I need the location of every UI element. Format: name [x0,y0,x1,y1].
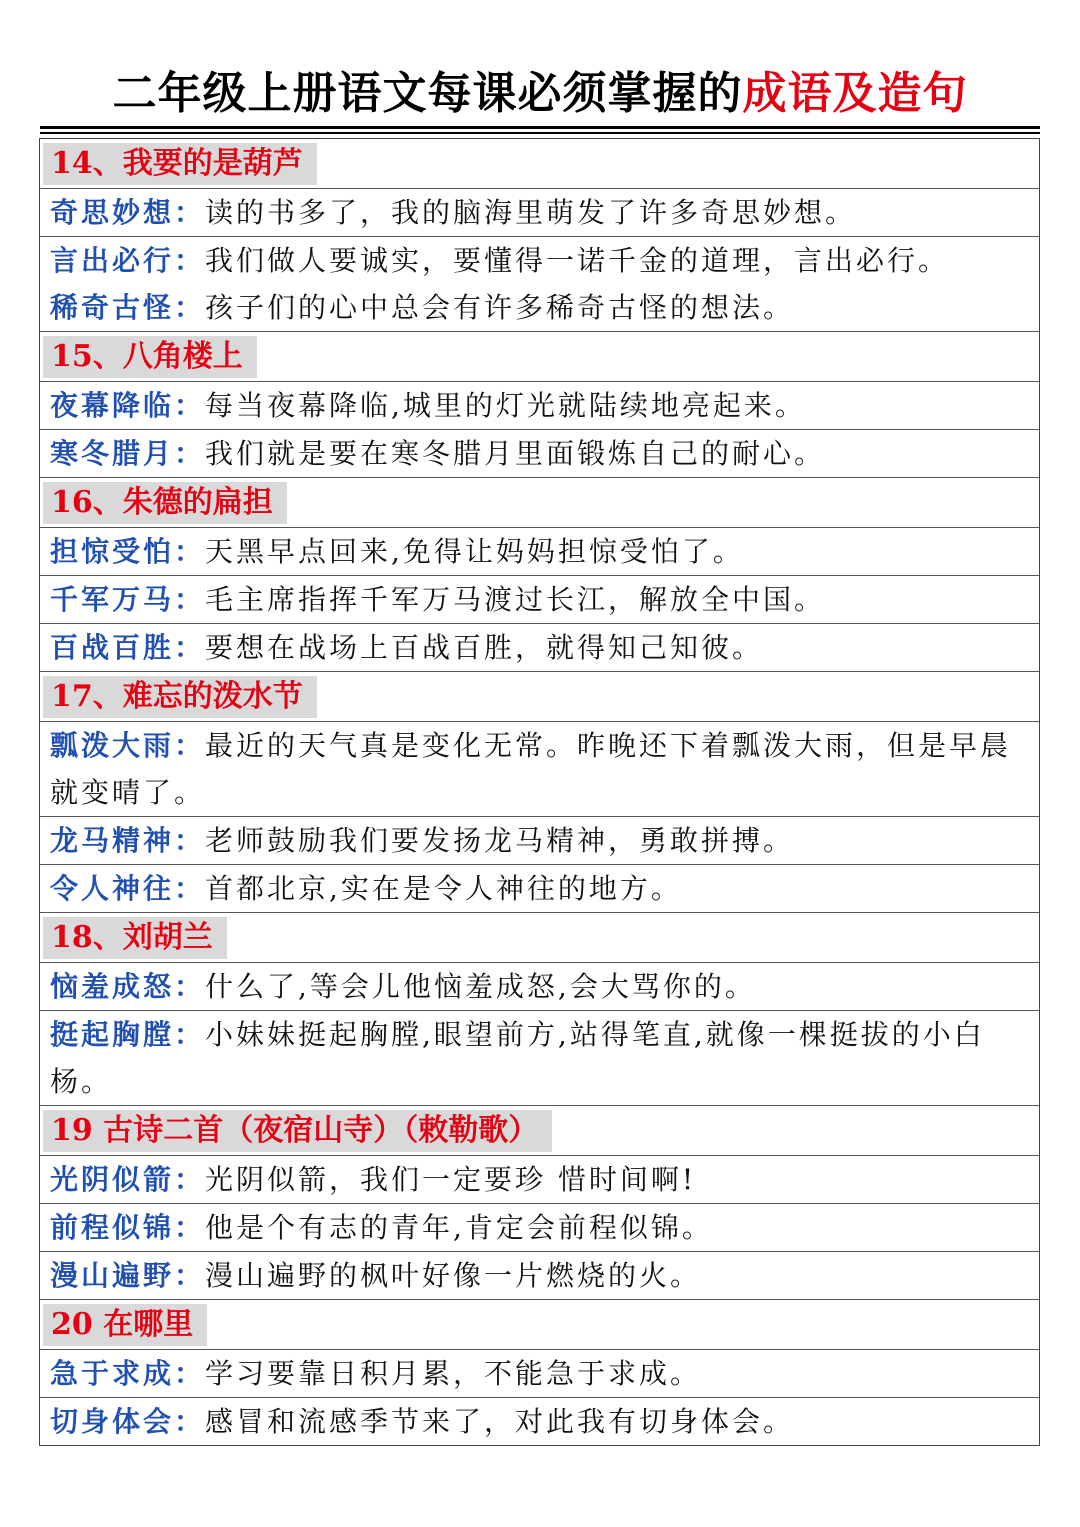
idiom-colon: ： [174,535,206,568]
idiom-colon: ： [174,437,206,470]
lesson-header-row [40,672,1039,722]
idiom-term: 龙马精神 [50,824,175,857]
idiom-term: 瓢泼大雨 [50,729,175,762]
lesson-header-row [40,913,1039,963]
idiom-colon: ： [174,244,206,277]
idiom-row [40,430,1039,478]
example-sentence: 他是个有志的青年,肯定会前程似锦。 [205,1211,713,1244]
idiom-row [40,1398,1039,1445]
idiom-colon: ： [174,970,206,1003]
idiom-colon: ： [174,1163,206,1196]
example-sentence: 每当夜幕降临,城里的灯光就陆续地亮起来。 [205,389,806,422]
idiom-entry [50,1398,1033,1445]
idiom-row [40,722,1039,817]
idiom-row [40,189,1039,237]
idiom-row [40,1011,1039,1106]
idiom-colon: ： [174,1018,206,1051]
idiom-entry [50,382,1033,429]
idiom-entry [50,1011,1033,1105]
lesson-title: 19 古诗二首（夜宿山寺）（敕勒歌） [43,1110,552,1152]
idiom-colon: ： [174,1405,206,1438]
idiom-term: 切身体会 [50,1405,175,1438]
example-sentence: 什么了,等会儿他恼羞成怒,会大骂你的。 [205,970,756,1003]
example-sentence: 漫山遍野的枫叶好像一片燃烧的火。 [205,1259,702,1292]
idiom-entry [50,1252,1033,1299]
example-sentence: 光阴似箭，我们一定要珍 惜时间啊! [205,1163,697,1196]
example-sentence: 我们做人要诚实，要懂得一诺千金的道理，言出必行。 [205,244,950,277]
title-main: 二年级上册语文每课必须掌握的 [112,68,743,119]
idiom-entry [50,1350,1033,1397]
title-highlight: 成语及造句 [742,68,968,119]
example-sentence: 读的书多了，我的脑海里萌发了许多奇思妙想。 [205,196,857,229]
idiom-term: 稀奇古怪 [50,291,175,324]
lesson-title: 17、难忘的泼水节 [43,676,317,718]
idiom-entry [50,1156,1033,1203]
idiom-entry [50,284,1033,331]
example-sentence: 我们就是要在寒冬腊月里面锻炼自己的耐心。 [205,437,826,470]
lesson-header-row [40,139,1039,189]
idiom-colon: ： [174,824,206,857]
idiom-row [40,237,1039,332]
example-sentence: 孩子们的心中总会有许多稀奇古怪的想法。 [205,291,795,324]
idiom-term: 言出必行 [50,244,175,277]
idiom-entry [50,576,1033,623]
idiom-row [40,576,1039,624]
page-title [40,60,1040,128]
idiom-row [40,1204,1039,1252]
idiom-term: 千军万马 [50,583,175,616]
idiom-colon: ： [174,1259,206,1292]
example-sentence: 小妹妹挺起胸膛,眼望前方,站得笔直,就像一棵挺拔的小白杨。 [50,1018,985,1098]
example-sentence: 老师鼓励我们要发扬龙马精神，勇敢拼搏。 [205,824,795,857]
idiom-colon: ： [174,196,206,229]
lesson-title: 16、朱德的扁担 [43,482,287,524]
lesson-title: 20 在哪里 [43,1304,207,1346]
idiom-colon: ： [174,291,206,324]
idiom-term: 漫山遍野 [50,1259,175,1292]
idiom-entry [50,528,1033,575]
lesson-header-row [40,1300,1039,1350]
idiom-colon: ： [174,583,206,616]
idiom-row [40,528,1039,576]
idiom-term: 担惊受怕 [50,535,175,568]
title-underline [40,126,1040,129]
idiom-term: 寒冬腊月 [50,437,175,470]
lesson-header-row [40,1106,1039,1156]
title-underline-secondary [40,132,1040,134]
idiom-colon: ： [174,729,206,762]
lesson-title: 18、刘胡兰 [43,917,227,959]
idiom-entry [50,722,1033,816]
lesson-title: 15、八角楼上 [43,336,257,378]
idiom-row [40,1156,1039,1204]
example-sentence: 最近的天气真是变化无常。昨晚还下着瓢泼大雨，但是早晨就变晴了。 [50,729,1012,809]
idiom-term: 百战百胜 [50,631,175,664]
example-sentence: 感冒和流感季节来了，对此我有切身体会。 [205,1405,795,1438]
idiom-entry [50,189,1033,236]
idiom-entry [50,237,1033,284]
idiom-entry [50,624,1033,671]
idiom-term: 恼羞成怒 [50,970,175,1003]
idiom-row [40,963,1039,1011]
lesson-header-row [40,478,1039,528]
idiom-term: 急于求成 [50,1357,175,1390]
idiom-entry [50,1204,1033,1251]
idiom-table [39,138,1040,1446]
idiom-colon: ： [174,872,206,905]
idiom-row [40,382,1039,430]
idiom-row [40,865,1039,913]
idiom-entry [50,865,1033,912]
example-sentence: 毛主席指挥千军万马渡过长江，解放全中国。 [205,583,826,616]
idiom-term: 奇思妙想 [50,196,175,229]
page-header [40,60,1040,140]
idiom-entry [50,817,1033,864]
idiom-term: 令人神往 [50,872,175,905]
idiom-colon: ： [174,631,206,664]
idiom-term: 前程似锦 [50,1211,175,1244]
idiom-row [40,624,1039,672]
idiom-term: 光阴似箭 [50,1163,175,1196]
idiom-colon: ： [174,389,206,422]
example-sentence: 要想在战场上百战百胜，就得知己知彼。 [205,631,764,664]
idiom-term: 夜幕降临 [50,389,175,422]
lesson-header-row [40,332,1039,382]
idiom-term: 挺起胸膛 [50,1018,175,1051]
idiom-row [40,1252,1039,1300]
idiom-entry [50,430,1033,477]
example-sentence: 学习要靠日积月累，不能急于求成。 [205,1357,702,1390]
idiom-colon: ： [174,1357,206,1390]
example-sentence: 天黑早点回来,免得让妈妈担惊受怕了。 [205,535,744,568]
example-sentence: 首都北京,实在是令人神往的地方。 [205,872,682,905]
idiom-entry [50,963,1033,1010]
idiom-row [40,1350,1039,1398]
idiom-colon: ： [174,1211,206,1244]
lesson-title: 14、我要的是葫芦 [43,143,317,185]
idiom-row [40,817,1039,865]
